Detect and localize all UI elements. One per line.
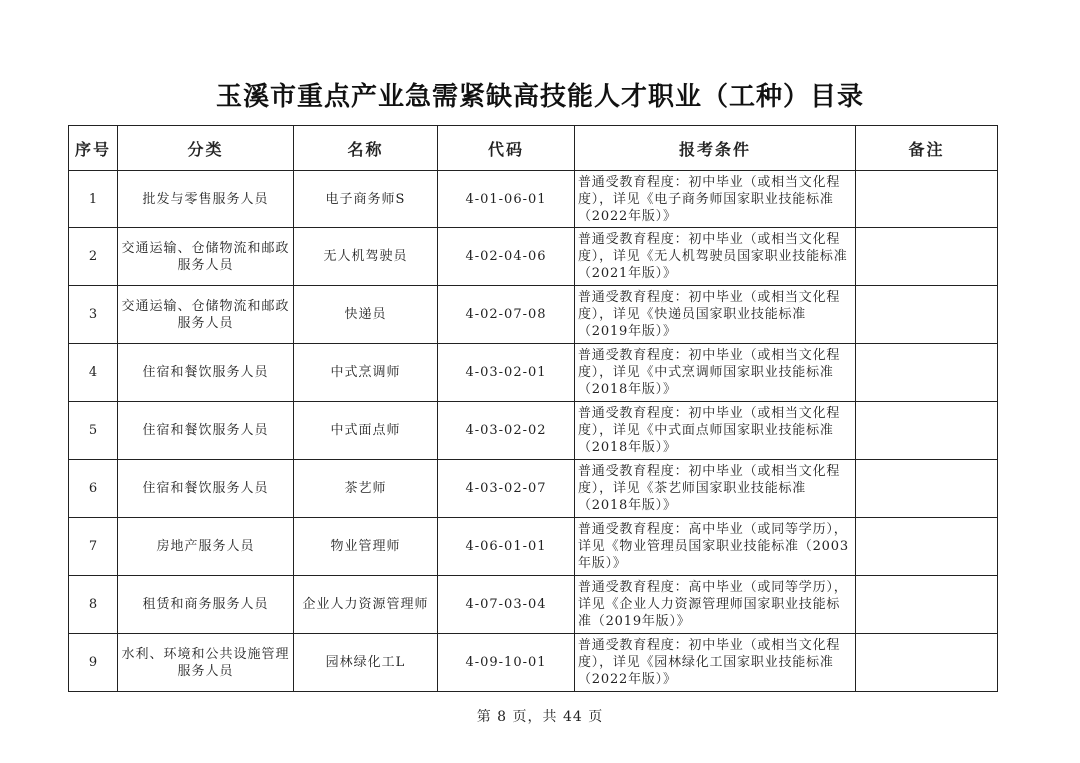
cell-index: 7: [69, 518, 118, 576]
cell-name: 物业管理师: [294, 518, 438, 576]
header-category: 分类: [118, 126, 294, 171]
cell-index: 6: [69, 460, 118, 518]
cell-code: 4-03-02-07: [438, 460, 575, 518]
cell-remarks: [856, 634, 998, 692]
table-row: [69, 171, 998, 228]
cell-code: 4-03-02-02: [438, 402, 575, 460]
cell-category: 批发与零售服务人员: [118, 171, 294, 228]
cell-code: 4-02-04-06: [438, 228, 575, 286]
cell-remarks: [856, 518, 998, 576]
cell-name: 中式面点师: [294, 402, 438, 460]
cell-category: 房地产服务人员: [118, 518, 294, 576]
header-conditions: 报考条件: [575, 126, 856, 171]
cell-index: 8: [69, 576, 118, 634]
cell-remarks: [856, 171, 998, 228]
table-row: [69, 634, 998, 692]
page-number-footer: 第 8 页，共 44 页: [476, 709, 604, 725]
page-title: 玉溪市重点产业急需紧缺高技能人才职业（工种）目录: [215, 82, 864, 112]
cell-category: 住宿和餐饮服务人员: [118, 344, 294, 402]
cell-category: 交通运输、仓储物流和邮政服务人员: [118, 286, 294, 344]
cell-remarks: [856, 402, 998, 460]
table-row: [69, 344, 998, 402]
header-code: 代码: [438, 126, 575, 171]
cell-remarks: [856, 344, 998, 402]
cell-code: 4-07-03-04: [438, 576, 575, 634]
cell-code: 4-06-01-01: [438, 518, 575, 576]
cell-conditions: 普通受教育程度：初中毕业（或相当文化程度），详见《电子商务师国家职业技能标准（2022年版）》: [575, 171, 856, 228]
cell-index: 5: [69, 402, 118, 460]
cell-remarks: [856, 460, 998, 518]
table-row: [69, 460, 998, 518]
cell-index: 9: [69, 634, 118, 692]
cell-index: 2: [69, 228, 118, 286]
table-row: [69, 518, 998, 576]
cell-name: 无人机驾驶员: [294, 228, 438, 286]
cell-code: 4-03-02-01: [438, 344, 575, 402]
cell-conditions: 普通受教育程度：高中毕业（或同等学历），详见《企业人力资源管理师国家职业技能标准（2019年版）》: [575, 576, 856, 634]
cell-conditions: 普通受教育程度：高中毕业（或同等学历），详见《物业管理员国家职业技能标准（2003年版）》: [575, 518, 856, 576]
cell-name: 企业人力资源管理师: [294, 576, 438, 634]
cell-name: 园林绿化工L: [294, 634, 438, 692]
header-name: 名称: [294, 126, 438, 171]
cell-index: 3: [69, 286, 118, 344]
cell-category: 住宿和餐饮服务人员: [118, 460, 294, 518]
cell-code: 4-09-10-01: [438, 634, 575, 692]
cell-category: 交通运输、仓储物流和邮政服务人员: [118, 228, 294, 286]
cell-category: 住宿和餐饮服务人员: [118, 402, 294, 460]
cell-category: 水利、环境和公共设施管理服务人员: [118, 634, 294, 692]
header-index: 序号: [69, 126, 118, 171]
table-row: [69, 576, 998, 634]
cell-name: 快递员: [294, 286, 438, 344]
header-remarks: 备注: [856, 126, 998, 171]
cell-conditions: 普通受教育程度：初中毕业（或相当文化程度），详见《中式面点师国家职业技能标准（2018年版）》: [575, 402, 856, 460]
table-row: [69, 228, 998, 286]
cell-name: 茶艺师: [294, 460, 438, 518]
cell-conditions: 普通受教育程度：初中毕业（或相当文化程度），详见《无人机驾驶员国家职业技能标准（2021年版）》: [575, 228, 856, 286]
cell-remarks: [856, 576, 998, 634]
cell-code: 4-02-07-08: [438, 286, 575, 344]
cell-conditions: 普通受教育程度：初中毕业（或相当文化程度），详见《中式烹调师国家职业技能标准（2018年版）》: [575, 344, 856, 402]
cell-remarks: [856, 286, 998, 344]
cell-code: 4-01-06-01: [438, 171, 575, 228]
cell-conditions: 普通受教育程度：初中毕业（或相当文化程度），详见《快递员国家职业技能标准（2019年版）》: [575, 286, 856, 344]
cell-name: 中式烹调师: [294, 344, 438, 402]
cell-conditions: 普通受教育程度：初中毕业（或相当文化程度），详见《茶艺师国家职业技能标准（2018年版）》: [575, 460, 856, 518]
table-header-row: [69, 126, 998, 171]
cell-index: 4: [69, 344, 118, 402]
cell-index: 1: [69, 171, 118, 228]
cell-category: 租赁和商务服务人员: [118, 576, 294, 634]
cell-name: 电子商务师S: [294, 171, 438, 228]
cell-remarks: [856, 228, 998, 286]
cell-conditions: 普通受教育程度：初中毕业（或相当文化程度），详见《园林绿化工国家职业技能标准（2022年版）》: [575, 634, 856, 692]
occupation-table: [68, 125, 998, 692]
table-row: [69, 402, 998, 460]
table-row: [69, 286, 998, 344]
